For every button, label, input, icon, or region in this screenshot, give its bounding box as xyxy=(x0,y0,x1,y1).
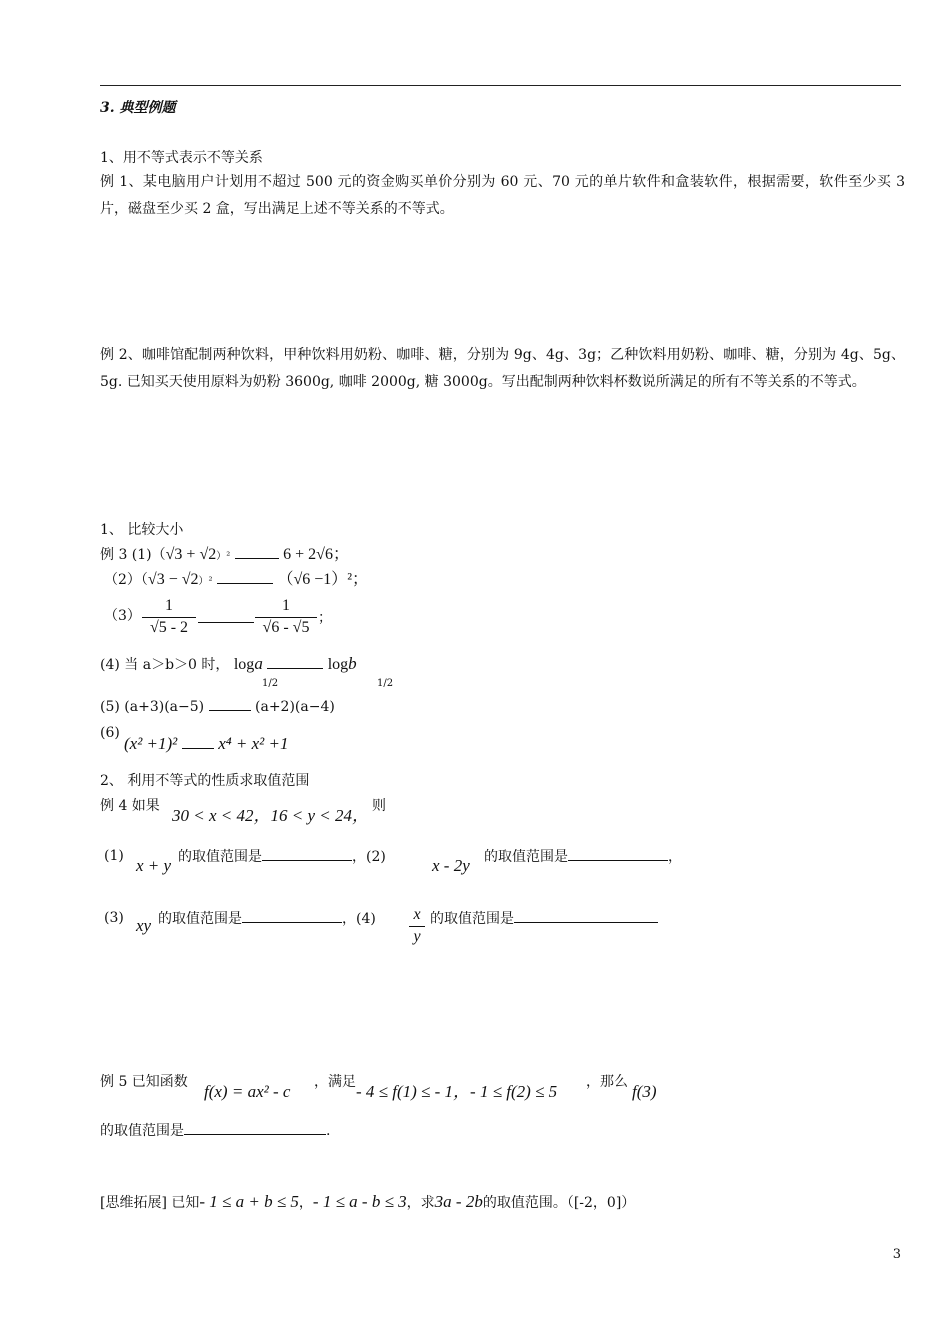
ex3-p3-right-numerator: 1 xyxy=(255,597,317,618)
ex5-range-text: 的取值范围是 xyxy=(100,1123,184,1139)
extension-tail: 的取值范围。（[-2，0]） xyxy=(482,1195,636,1211)
ex4-q3-blank[interactable] xyxy=(242,908,342,923)
ex3-p2-blank[interactable] xyxy=(217,569,273,584)
extension-problem xyxy=(100,1192,635,1213)
ex4-q2 xyxy=(484,846,682,867)
ex4-q3 xyxy=(158,908,376,929)
ex4-q2-blank[interactable] xyxy=(568,846,668,861)
ex4-q1-blank[interactable] xyxy=(262,846,352,861)
ex5-end: . xyxy=(326,1123,331,1139)
ex4-q1-text: 的取值范围是 xyxy=(178,849,262,865)
ex3-p1-blank[interactable] xyxy=(235,544,279,559)
ex3-p5-right: (a+2)(a−4) xyxy=(255,699,335,715)
ex3-p1-label: 例 3 (1)（ xyxy=(100,547,166,563)
ex4-q4-denominator: y xyxy=(413,928,421,945)
ex5-function: f(x) = ax² - c xyxy=(204,1082,291,1101)
ex3-p4-var-a: a xyxy=(254,654,263,673)
ex3-p2-square: ）² xyxy=(198,576,213,587)
ex3-p3-left-denominator: √5 - 2 xyxy=(149,619,189,636)
ex5-condition-label: ，满足 xyxy=(314,1074,356,1090)
ex3-p1-square: ）² xyxy=(216,551,231,562)
ex4-q4-fraction xyxy=(409,906,425,946)
ex3-p6-right: x⁴ + x² +1 xyxy=(218,734,289,753)
topic-compare-size: 1、 比较大小 xyxy=(100,522,184,538)
ex5-line2 xyxy=(100,1120,330,1141)
ex3-p1-radicals: √3 + √2 xyxy=(165,546,217,563)
ex4-q4-numerator: x xyxy=(409,906,425,927)
ex3-p3-left-numerator: 1 xyxy=(142,597,196,618)
ex3-p4-log-a: log xyxy=(233,656,255,673)
ex3-p2-right: （√6 −1）²； xyxy=(277,571,369,588)
extension-label: [思维拓展] 已知 xyxy=(100,1195,200,1211)
ex4-q2-end: ， xyxy=(668,849,682,865)
topic-inequality-relations: 1、用不等式表示不等关系 xyxy=(100,150,263,166)
example-3-part-5 xyxy=(100,696,335,717)
topic-value-range: 2、 利用不等式的性质求取值范围 xyxy=(100,773,310,789)
ex4-q1-label: (1) xyxy=(104,848,124,864)
ex3-p4-var-b: b xyxy=(348,654,357,673)
ex3-p6-label: (6) xyxy=(100,725,120,741)
ex3-p4-base-a: 1/2 xyxy=(262,678,279,689)
ex3-p5-left: (5) (a+3)(a−5) xyxy=(100,699,205,715)
ex5-intro: 例 5 已知函数 xyxy=(100,1074,188,1090)
ex3-p3-left-fraction xyxy=(142,597,196,637)
ex4-q2-text: 的取值范围是 xyxy=(484,849,568,865)
ex4-condition xyxy=(172,806,369,827)
ex4-q4-text: 的取值范围是 xyxy=(430,911,514,927)
ex4-q2-expr: x - 2y xyxy=(432,856,470,875)
extension-cond-2: - 1 ≤ a - b ≤ 3 xyxy=(312,1192,407,1211)
example-2-text: 例 2、咖啡馆配制两种饮料，甲种饮料用奶粉、咖啡、糖，分别为 9g、4g、3g；乙种饮料用奶粉、咖啡、糖，分别为 4g、5g、5g. 已知买天使用原料为奶粉 3600g, 咖啡 2000g, 糖 3000g。写出配制两种饮料杯数说所满足的所有不等关系的不等式。 xyxy=(100,347,905,390)
example-3-part-2 xyxy=(104,569,368,592)
ex4-q1 xyxy=(178,846,386,867)
ex4-q1-expr: x + y xyxy=(136,856,172,875)
ex4-condition-expr: 30 < x < 42，16 < y < 24， xyxy=(172,806,369,825)
ex4-q3-expr: xy xyxy=(136,916,152,935)
example-3-part-1 xyxy=(100,544,349,567)
ex4-q2-label: ，(2) xyxy=(352,849,386,865)
extension-ask: ，求 xyxy=(406,1195,435,1211)
ex3-p2-label: （2）（ xyxy=(104,572,148,588)
ex4-intro: 例 4 如果 xyxy=(100,798,160,814)
ex4-q4-blank[interactable] xyxy=(514,908,658,923)
ex4-then: 则 xyxy=(372,798,386,814)
ex4-q3-label: (3) xyxy=(104,910,124,926)
ex3-p4-blank[interactable] xyxy=(267,654,323,669)
ex5-then: ，那么 xyxy=(586,1074,628,1090)
ex3-p3-blank[interactable] xyxy=(198,608,254,623)
ex3-p6-blank[interactable] xyxy=(182,739,214,749)
ex3-p3-right-denominator: √6 - √5 xyxy=(262,619,310,636)
example-1-text: 例 1、某电脑用户计划用不超过 500 元的资金购买单价分别为 60 元、70 元的单片软件和盒装软件，根据需要，软件至少买 3 片，磁盘至少买 2 盒，写出满足上述不等关系的不等式。 xyxy=(100,174,905,217)
ex3-p4-base-b: 1/2 xyxy=(377,678,394,689)
ex3-p5-blank[interactable] xyxy=(209,696,251,711)
ex4-q4 xyxy=(430,908,658,929)
extension-sep: ， xyxy=(298,1195,313,1211)
page-number: 3 xyxy=(892,1247,901,1262)
example-3-part-6 xyxy=(124,734,289,755)
extension-cond-1: - 1 ≤ a + b ≤ 5 xyxy=(199,1192,299,1211)
section-title: 3. 典型例题 xyxy=(100,100,176,116)
ex3-p4-log-b: log xyxy=(327,656,349,673)
ex5-target: f(3) xyxy=(632,1082,657,1101)
ex3-p3-label: （3） xyxy=(104,608,141,624)
ex3-p3-end: ； xyxy=(318,610,332,626)
ex3-p1-right: 6 + 2√6； xyxy=(283,546,349,563)
ex5-condition: - 4 ≤ f(1) ≤ - 1，- 1 ≤ f(2) ≤ 5 xyxy=(356,1082,558,1101)
ex3-p3-right-fraction xyxy=(255,597,317,637)
extension-expr: 3a - 2b xyxy=(434,1192,483,1211)
ex5-blank[interactable] xyxy=(184,1120,326,1135)
ex3-p2-radicals: √3 − √2 xyxy=(147,571,199,588)
example-3-part-4 xyxy=(100,654,357,675)
header-rule xyxy=(100,85,901,86)
ex4-q4-label: ，(4) xyxy=(342,911,376,927)
ex4-q3-text: 的取值范围是 xyxy=(158,911,242,927)
ex3-p6-left: (x² +1)² xyxy=(124,734,178,753)
ex3-p4-label: (4) 当 a＞b＞0 时， xyxy=(100,657,230,673)
